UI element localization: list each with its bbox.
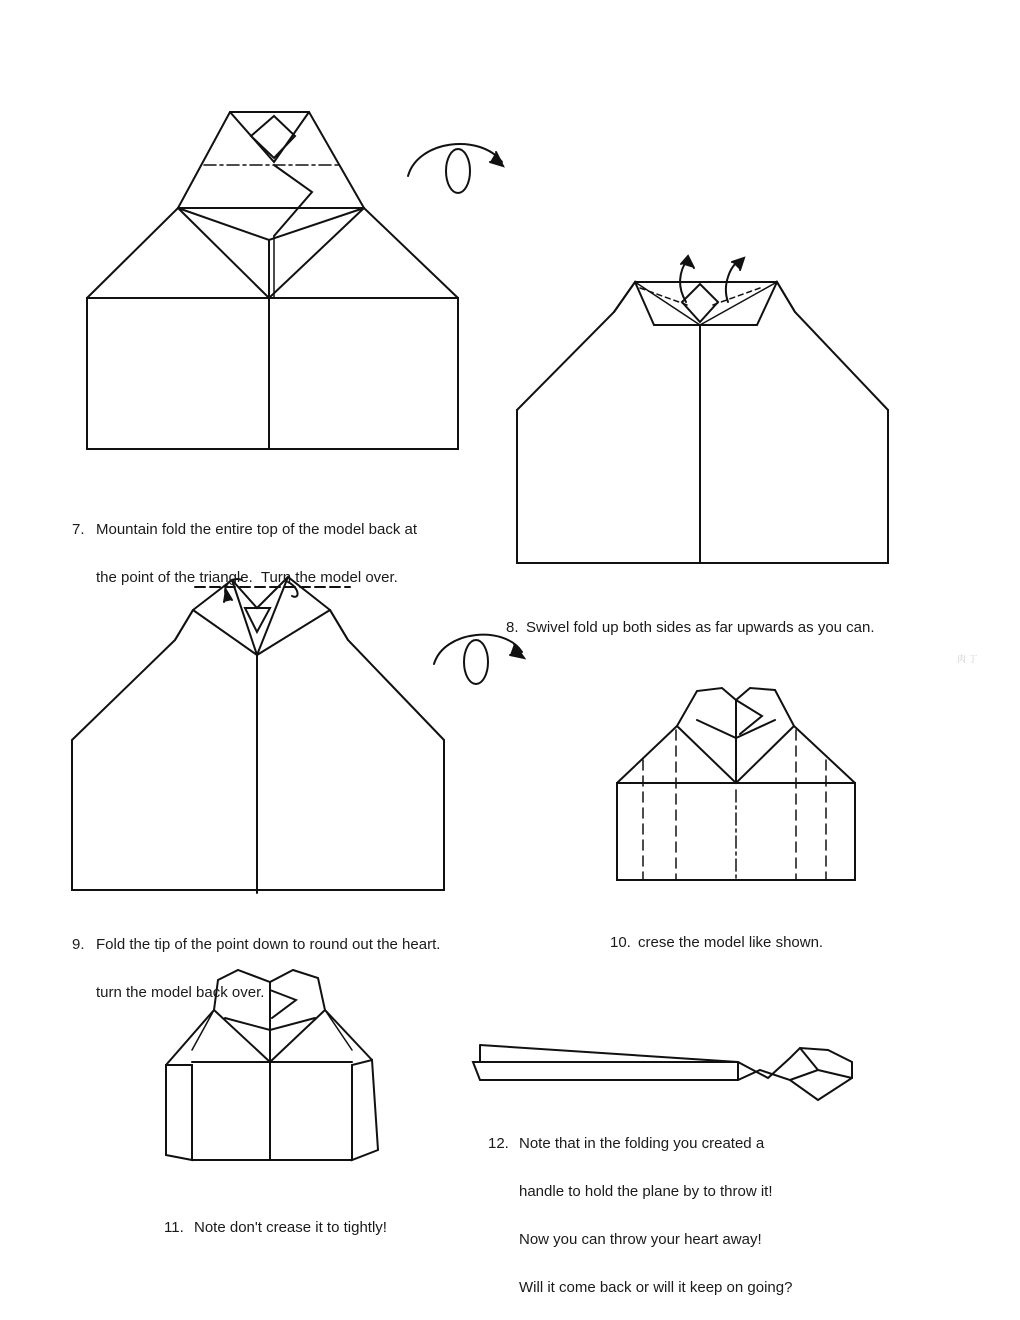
step-8-caption [506, 588, 875, 652]
caption-line: Mountain fold the entire top of the model back at [96, 521, 418, 538]
caption-line: handle to hold the plane by to throw it! [519, 1183, 773, 1200]
caption-line: Now you can throw your heart away! [519, 1231, 762, 1248]
step-number: 9. [72, 936, 85, 953]
step-12-diagram [473, 1045, 852, 1100]
caption-line: Note that in the folding you created a [519, 1135, 765, 1152]
caption-line: crese the model like shown. [638, 934, 824, 951]
caption-line: Fold the tip of the point down to round out the heart. [96, 936, 441, 953]
step-10-diagram [617, 688, 855, 880]
step-9-caption [72, 905, 440, 1017]
step-7-diagram [87, 112, 458, 449]
step-12-caption [488, 1104, 792, 1312]
faint-stamp-text: 肉 丁 [957, 654, 978, 664]
step-10-caption [610, 903, 823, 967]
caption-line: Note don't crease it to tightly! [194, 1219, 387, 1236]
step-number: 7. [72, 521, 85, 538]
caption-line: Will it come back or will it keep on going? [519, 1279, 793, 1296]
step-number: 12. [488, 1135, 509, 1152]
turn-over-arrow-icon [408, 144, 503, 193]
caption-line: turn the model back over. [96, 984, 265, 1001]
step-number: 11. [164, 1219, 184, 1236]
step-8-diagram [517, 256, 888, 563]
step-11-caption [164, 1188, 387, 1252]
caption-line: the point of the triangle. Turn the model over. [96, 569, 398, 586]
caption-line: Swivel fold up both sides as far upwards as you can. [526, 619, 875, 636]
step-number: 8. [506, 619, 519, 636]
step-7-caption [72, 490, 417, 602]
step-9-diagram [72, 577, 444, 893]
step-number: 10. [610, 934, 631, 951]
